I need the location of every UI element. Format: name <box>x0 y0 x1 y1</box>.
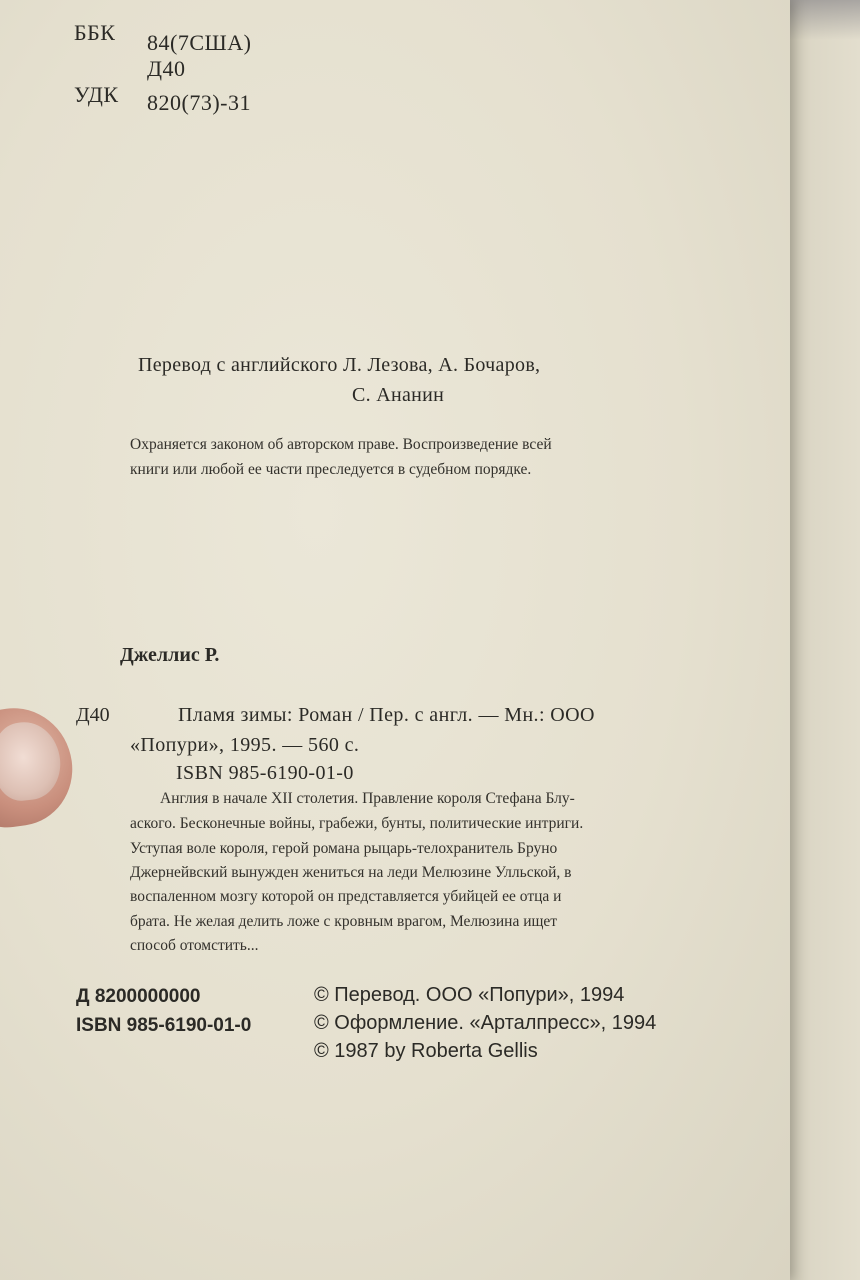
udk-value: 820(73)-31 <box>147 90 251 115</box>
translation-line-1: Перевод с английского Л. Лезова, А. Бочаров, <box>138 354 541 376</box>
udk-label: УДК <box>74 82 119 107</box>
bbk-label: ББК <box>74 20 116 45</box>
bibliography-title-line-2: «Попури», 1995. — 560 с. <box>130 734 360 756</box>
annotation-line-7: способ отомстить... <box>130 937 259 954</box>
annotation-line-3: Уступая воле короля, герой романа рыцарь-телохранитель Бруно <box>130 840 558 857</box>
annotation-line-4: Джернейвский вынужден жениться на леди Мелюзине Улльской, в <box>130 864 572 881</box>
translation-line-2: С. Ананин <box>352 384 445 406</box>
copyright-original: © 1987 by Roberta Gellis <box>314 1040 538 1062</box>
book-author: Джеллис Р. <box>120 644 220 666</box>
annotation-line-1: Англия в начале XII столетия. Правление короля Стефана Блу- <box>160 790 575 807</box>
copyright-translation: © Перевод. ООО «Попури», 1994 <box>314 984 625 1006</box>
bbk-value: 84(7США) <box>147 30 252 55</box>
next-page-edge <box>790 0 860 1280</box>
imprint-isbn: ISBN 985-6190-01-0 <box>76 1015 252 1036</box>
copyright-notice-line-2: книги или любой ее части преследуется в судебном порядке. <box>130 461 532 478</box>
annotation-line-2: аского. Бесконечные войны, грабежи, бунты, политические интриги. <box>130 815 584 832</box>
annotation-line-5: воспаленном мозгу которой он представляется убийцей ее отца и <box>130 888 562 905</box>
bibliography-isbn: ISBN 985-6190-01-0 <box>176 762 354 784</box>
copyright-notice-line-1: Охраняется законом об авторском праве. Воспроизведение всей <box>130 436 552 453</box>
bibliography-title-line-1: Пламя зимы: Роман / Пер. с англ. — Мн.: ООО <box>178 704 595 726</box>
annotation-line-6: брата. Не желая делить ложе с кровным врагом, Мелюзина ищет <box>130 913 558 930</box>
imprint-d-code: Д 8200000000 <box>76 986 201 1007</box>
author-mark: Д40 <box>147 56 186 81</box>
copyright-design: © Оформление. «Арталпресс», 1994 <box>314 1012 657 1034</box>
bibliography-code: Д40 <box>76 704 110 726</box>
